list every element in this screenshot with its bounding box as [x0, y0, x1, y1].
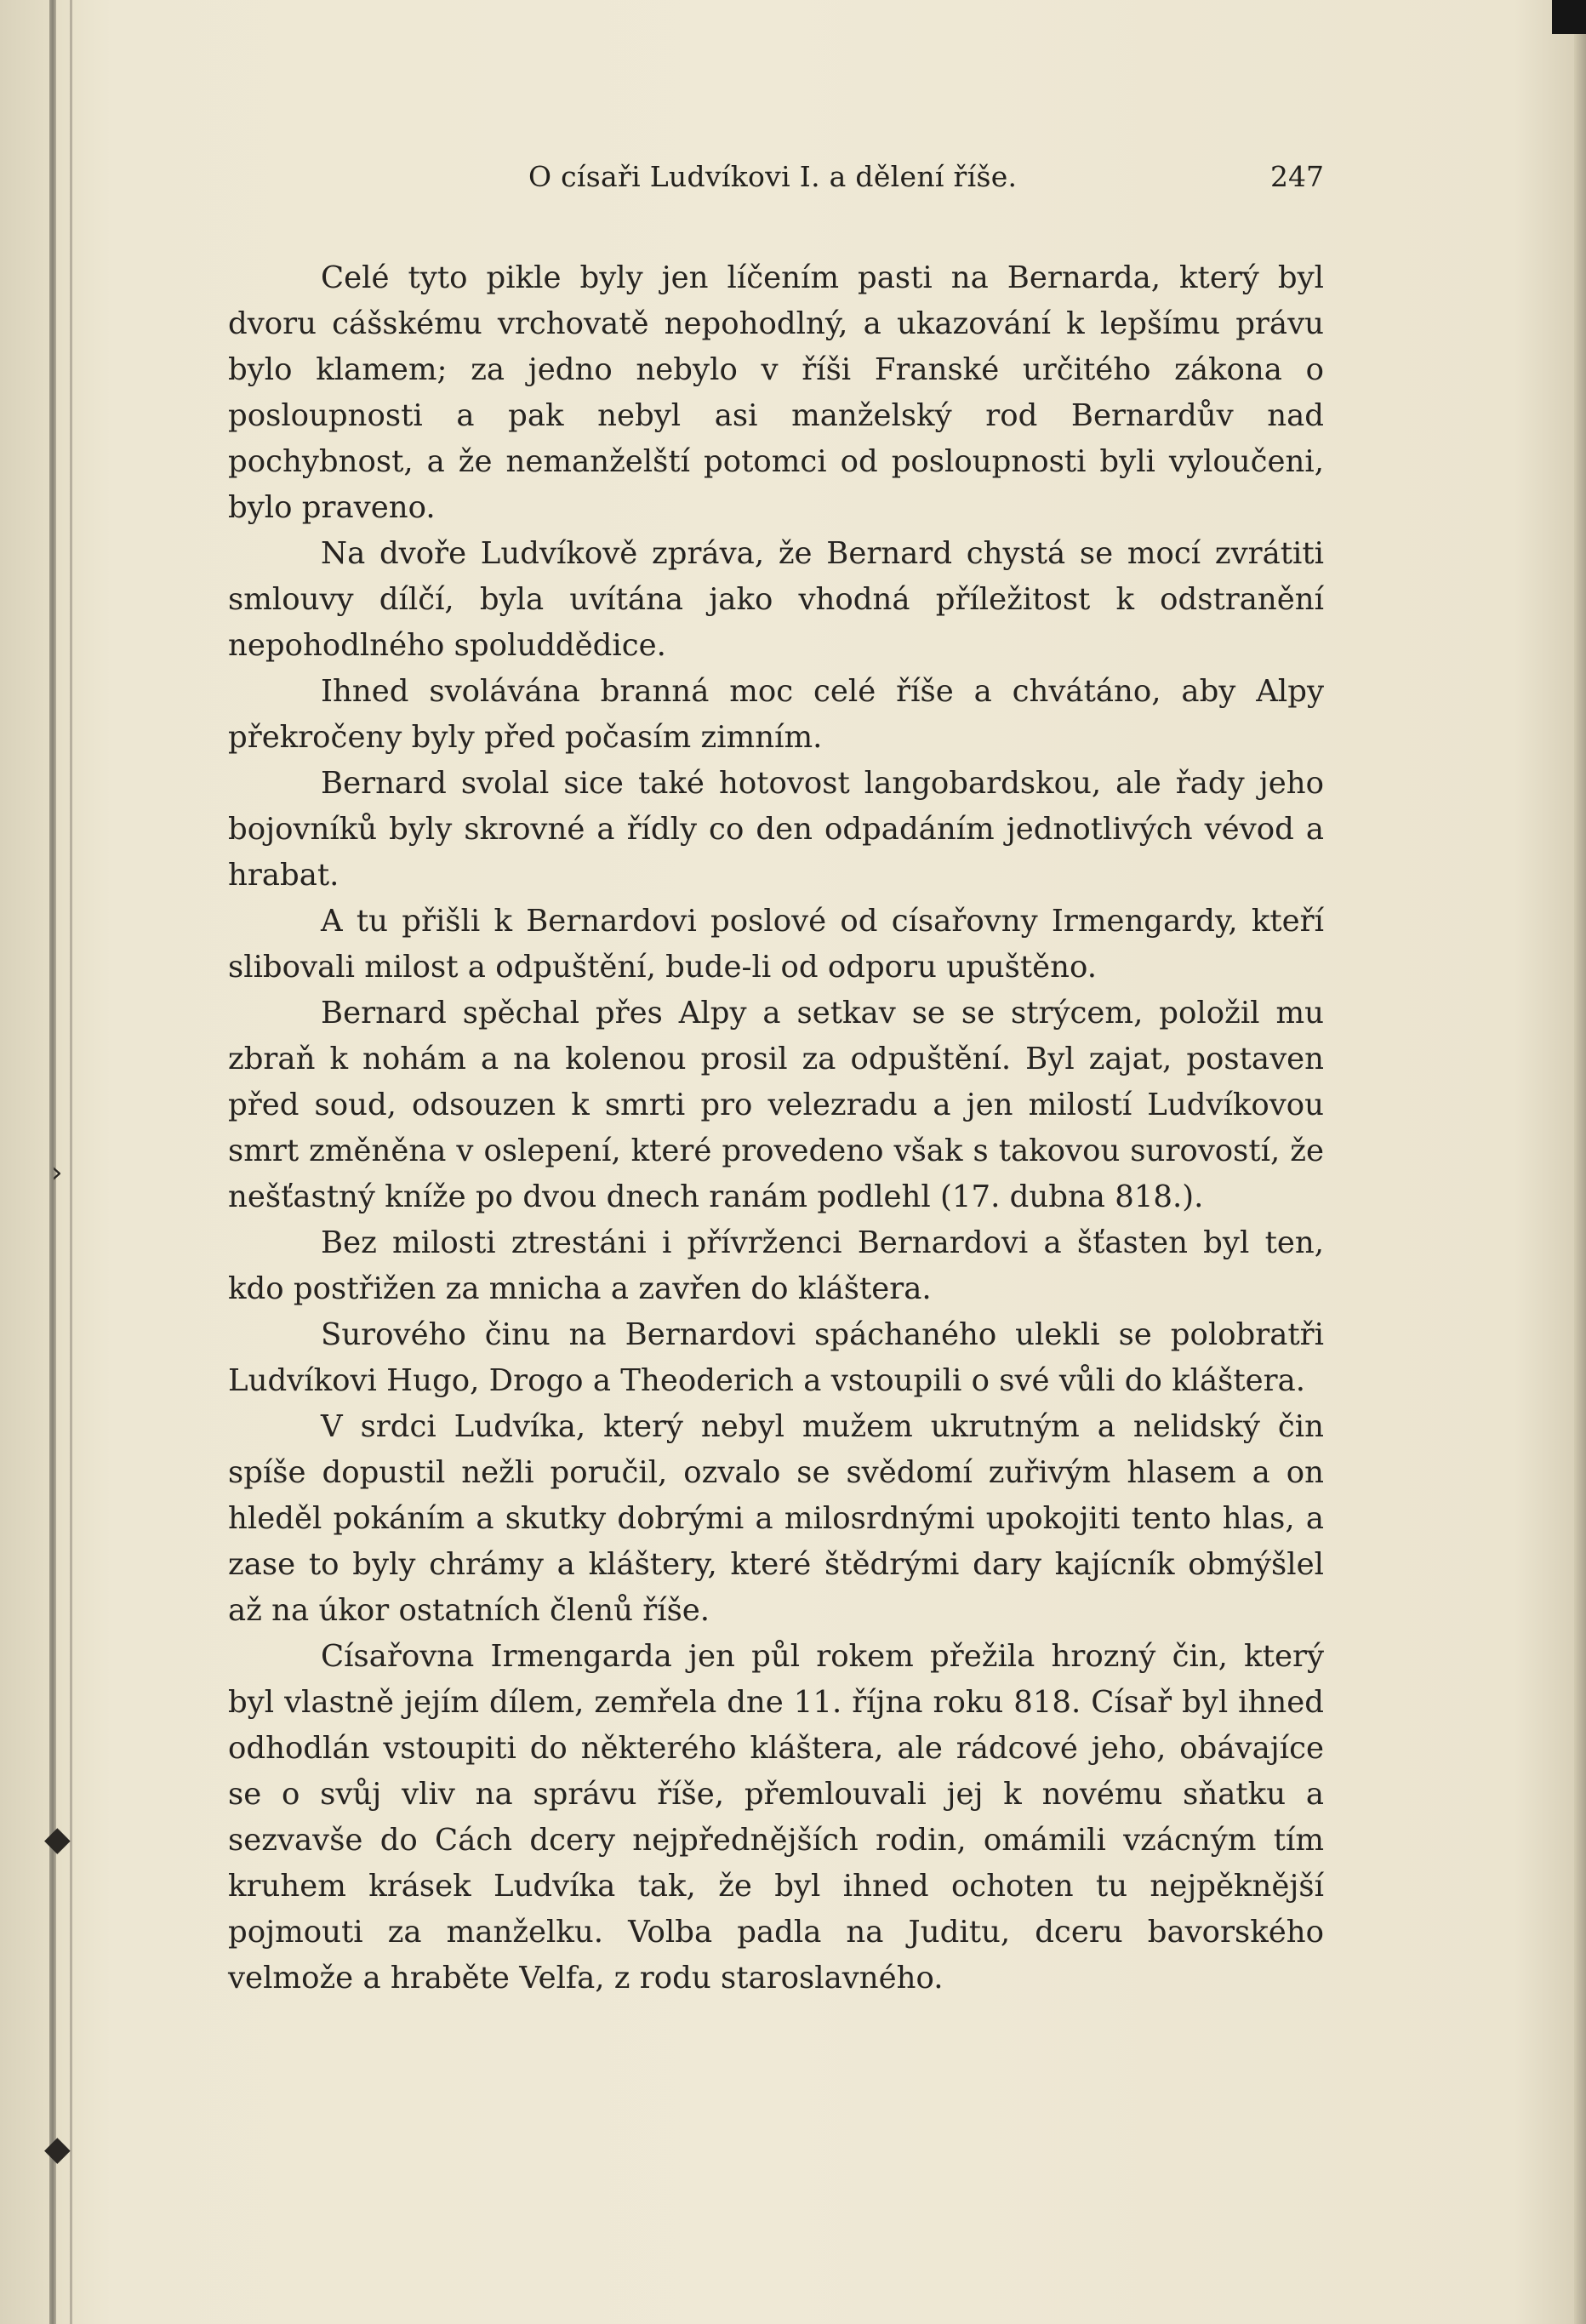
- paragraph: Bez milosti ztrestáni i přívrženci Bernardovi a šťasten byl ten, kdo postřižen za mnicha a zavřen do kláštera.: [228, 1225, 1324, 1306]
- paragraph: Ihned svolávána branná moc celé říše a chvátáno, aby Alpy překročeny byly před počasím zimním.: [228, 674, 1324, 755]
- margin-mark: ◆: [44, 1819, 71, 1859]
- paragraph: Bernard svolal sice také hotovost langobardskou, ale řady jeho bojovníků byly skrovné a řídly co den odpadáním jednotlivých vévod a hrabat.: [228, 766, 1324, 893]
- paragraph: Celé tyto pikle byly jen líčením pasti na Bernarda, který byl dvoru cášskému vrchovatě nepohodlný, a ukazování k lepšímu právu bylo klamem; za jedno nebylo v říši Franské určitého zákona o posloupnosti a pak nebyl asi manželský rod Bernardův nad pochybnost, a že nemanželští potomci od posloupnosti byli vyloučeni, bylo praveno.: [228, 260, 1324, 525]
- paragraph: Císařovna Irmengarda jen půl rokem přežila hrozný čin, který byl vlastně jejím dílem, zemřela dne 11. října roku 818. Císař byl ihned odhodlán vstoupiti do některého kláštera, ale rádcové jeho, obávajíce se o svůj vliv na správu říše, přemlouvali jej k novému sňatku a sezvavše do Cách dcery nejpřednějších rodin, omámili vzácným tím kruhem krásek Ludvíka tak, že byl ihned ochoten tu nejpěknější pojmouti za manželku. Volba padla na Juditu, dceru bavorského velmože a hraběte Velfa, z rodu staroslavného.: [228, 1639, 1324, 1996]
- margin-mark: ›: [51, 1156, 63, 1190]
- paragraph: Surového činu na Bernardovi spáchaného ulekli se polobratři Ludvíkovi Hugo, Drogo a Theoderich a vstoupili o své vůli do kláštera.: [228, 1317, 1324, 1398]
- page-number: 247: [1270, 160, 1324, 193]
- page-edge-right: [1574, 0, 1586, 2324]
- scan-corner: [1552, 0, 1586, 34]
- paragraph: V srdci Ludvíka, který nebyl mužem ukrutným a nelidský čin spíše dopustil nežli poručil, ozvalo se svědomí zuřivým hlasem a on hleděl pokáním a skutky dobrými a milosrdnými upokojiti tento hlas, a zase to byly chrámy a kláštery, které štědrými dary kajícník obmýšlel až na úkor ostatních členů říše.: [228, 1409, 1324, 1628]
- page-header: [228, 160, 1324, 204]
- paragraph: A tu přišli k Bernardovi poslové od císařovny Irmengardy, kteří slibovali milost a odpuštění, bude-li od odporu upuštěno.: [228, 904, 1324, 985]
- binding-edge-line: [70, 0, 72, 2324]
- paragraph: Bernard spěchal přes Alpy a setkav se se strýcem, položil mu zbraň k nohám a na kolenou prosil za odpuštění. Byl zajat, postaven před soud, odsouzen k smrti pro velezradu a jen milostí Ludvíkovou smrt změněna v oslepení, které provedeno však s takovou surovostí, že nešťastný kníže po dvou dnech ranám podlehl (17. dubna 818.).: [228, 996, 1324, 1214]
- paragraph: Na dvoře Ludvíkově zpráva, že Bernard chystá se mocí zvrátiti smlouvy dílčí, byla uvítána jako vhodná příležitost k odstranění nepohodlného spoluddědice.: [228, 536, 1324, 663]
- running-title: O císaři Ludvíkovi I. a dělení říše.: [528, 160, 1018, 193]
- margin-mark: ◆: [44, 2129, 71, 2168]
- body-text: [228, 255, 1324, 2001]
